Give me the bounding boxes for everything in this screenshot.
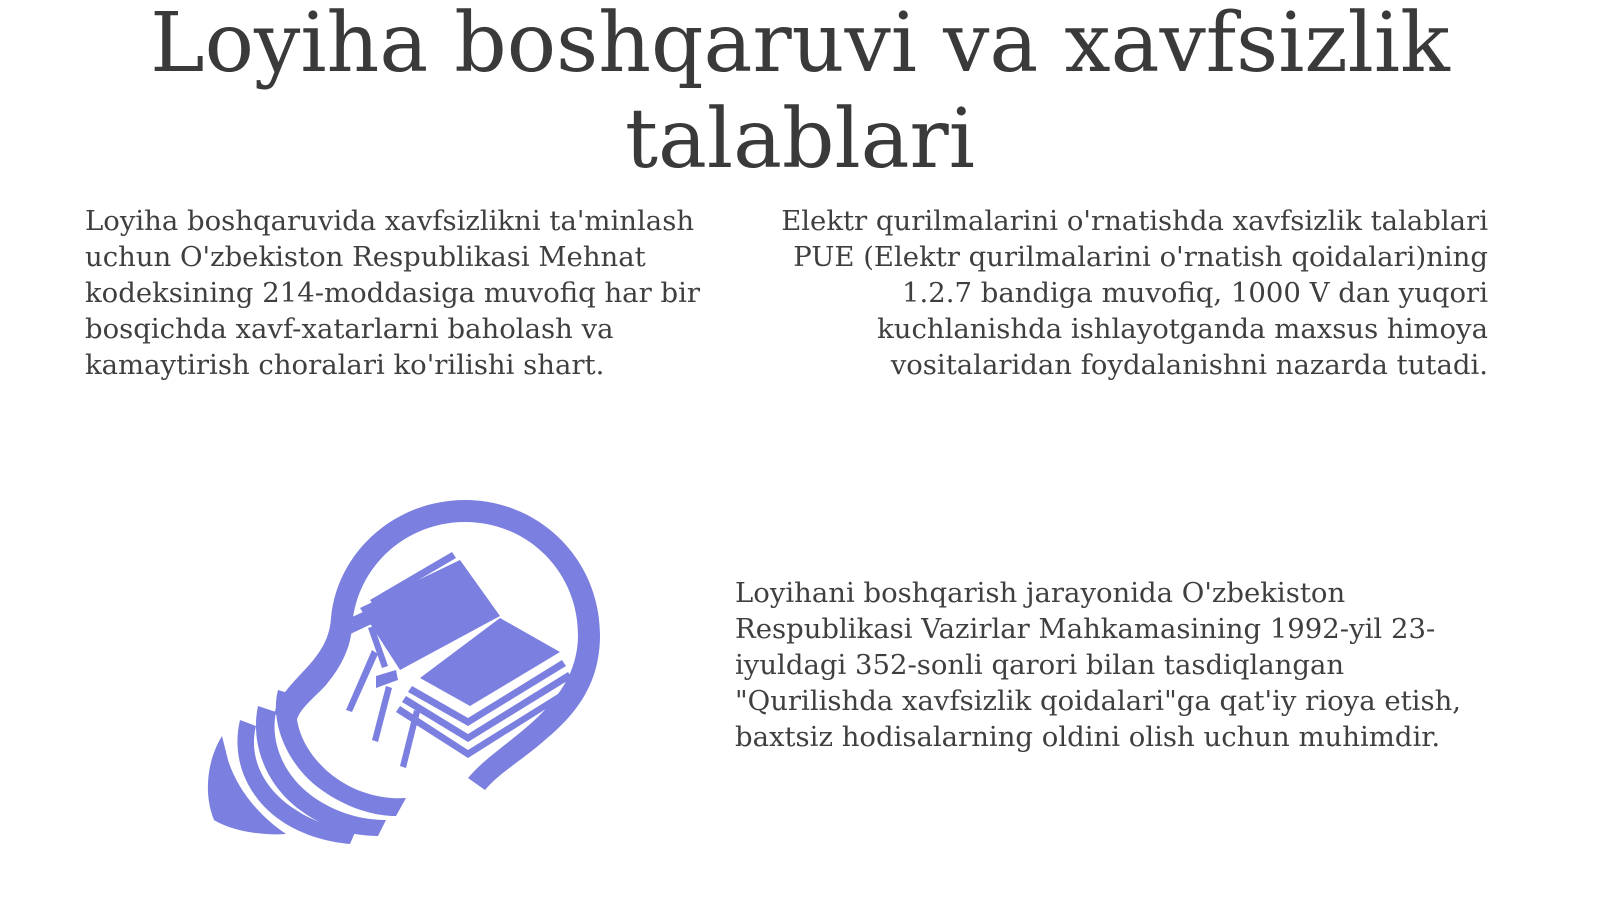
slide-title: Loyiha boshqaruvi va xavfsizlik talablari: [150, 0, 1450, 187]
paragraph-right: Elektr qurilmalarini o'rnatishda xavfsizlik talablari PUE (Elektr qurilmalarini o'rnatish qoidalari)ning 1.2.7 bandiga muvofiq, 1000 V dan yuqori kuchlanishda ishlayotganda maxsus himoya vositalaridan foydalanishni nazarda tutadi.: [781, 205, 1488, 381]
lightbulb-book-icon: [200, 500, 620, 850]
paragraph-left: Loyiha boshqaruvida xavfsizlikni ta'minlash uchun O'zbekiston Respublikasi Mehnat kodeksining 214-moddasiga muvofiq har bir bosqichda xavf-xatarlarni baholash va kamaytirish choralari ko'rilishi shart.: [85, 205, 701, 381]
paragraph-bottom: Loyihani boshqarish jarayonida O'zbekiston Respublikasi Vazirlar Mahkamasining 1992-yil 23-iyuldagi 352-sonli qarori bilan tasdiqlangan "Qurilishda xavfsizlik qoidalari"ga qat'iy rioya etish, baxtsiz hodisalarning oldini olish uchun muhimdir.: [735, 577, 1462, 753]
